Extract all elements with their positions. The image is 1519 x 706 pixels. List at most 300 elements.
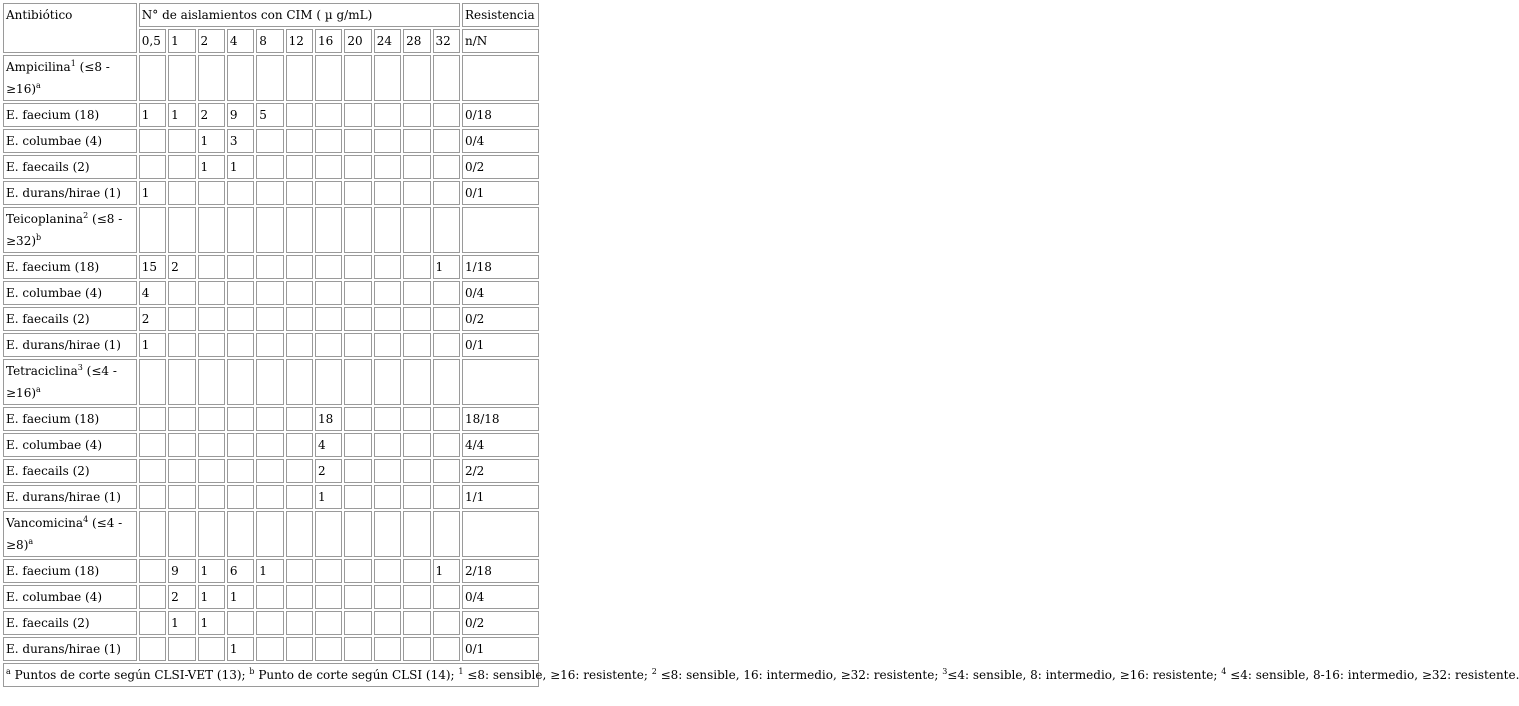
concentration-header: 32 — [433, 29, 460, 53]
mic-count-cell — [344, 433, 371, 457]
empty-cell — [374, 359, 401, 405]
empty-cell — [374, 55, 401, 101]
mic-count-cell — [286, 637, 313, 661]
species-label: E. durans/hirae (1) — [3, 333, 137, 357]
empty-cell — [344, 55, 371, 101]
mic-count-cell: 1 — [198, 129, 225, 153]
letter-mark: a — [36, 385, 41, 394]
mic-count-cell — [344, 611, 371, 635]
mic-count-cell: 1 — [433, 559, 460, 583]
empty-cell — [198, 207, 225, 253]
table-row — [3, 485, 539, 509]
mic-count-cell — [374, 585, 401, 609]
table-row — [3, 181, 539, 205]
footnote-text: Punto de corte según CLSI (14); — [254, 668, 459, 682]
mic-count-cell — [286, 307, 313, 331]
mic-count-cell — [286, 155, 313, 179]
mic-count-cell — [433, 485, 460, 509]
mic-count-cell — [374, 103, 401, 127]
mic-count-cell — [433, 459, 460, 483]
table-row — [3, 611, 539, 635]
empty-cell — [403, 511, 430, 557]
table-row — [3, 407, 539, 431]
mic-count-cell — [256, 255, 283, 279]
empty-cell — [139, 359, 166, 405]
resistance-cell: 0/4 — [462, 281, 539, 305]
mic-count-cell — [344, 129, 371, 153]
resistance-cell: 0/4 — [462, 585, 539, 609]
mic-count-cell — [403, 281, 430, 305]
table-row — [3, 281, 539, 305]
mic-count-cell: 2 — [315, 459, 342, 483]
empty-cell — [256, 207, 283, 253]
note-mark: 2 — [83, 211, 89, 220]
empty-cell — [344, 511, 371, 557]
mic-count-cell: 15 — [139, 255, 166, 279]
concentration-header: 28 — [403, 29, 430, 53]
mic-count-cell: 1 — [168, 611, 195, 635]
mic-count-cell — [344, 155, 371, 179]
mic-count-cell — [433, 129, 460, 153]
resistance-cell: 2/18 — [462, 559, 539, 583]
empty-cell — [315, 511, 342, 557]
resistance-cell: 1/18 — [462, 255, 539, 279]
mic-count-cell — [168, 281, 195, 305]
mic-count-cell — [344, 181, 371, 205]
mic-count-cell — [433, 433, 460, 457]
mic-count-cell — [256, 281, 283, 305]
mic-count-cell — [433, 307, 460, 331]
mic-count-cell — [433, 407, 460, 431]
empty-cell — [433, 55, 460, 101]
species-label: E. columbae (4) — [3, 433, 137, 457]
mic-count-cell — [256, 637, 283, 661]
empty-cell — [462, 55, 539, 101]
mic-count-cell — [403, 307, 430, 331]
mic-count-cell — [198, 307, 225, 331]
mic-count-cell: 2 — [198, 103, 225, 127]
mic-count-cell — [403, 407, 430, 431]
mic-count-cell — [286, 281, 313, 305]
mic-count-cell — [374, 433, 401, 457]
mic-count-cell — [374, 559, 401, 583]
resistance-cell: 18/18 — [462, 407, 539, 431]
mic-count-cell — [403, 129, 430, 153]
mic-count-cell: 18 — [315, 407, 342, 431]
mic-count-cell — [344, 485, 371, 509]
species-label: E. columbae (4) — [3, 281, 137, 305]
footnote-mark: 1 — [458, 667, 464, 676]
footnote-text: ≤4: sensible, 8: intermedio, ≥16: resistente; — [947, 668, 1222, 682]
mic-count-cell: 1 — [198, 559, 225, 583]
concentration-header: 2 — [198, 29, 225, 53]
mic-count-cell: 2 — [168, 585, 195, 609]
mic-count-cell — [286, 611, 313, 635]
mic-count-cell — [139, 559, 166, 583]
range-high: ≥8) — [6, 538, 29, 552]
mic-count-cell — [256, 585, 283, 609]
table-row — [3, 307, 539, 331]
note-mark: 1 — [70, 59, 76, 68]
mic-count-cell: 2 — [139, 307, 166, 331]
table-row — [3, 333, 539, 357]
resistance-cell: 4/4 — [462, 433, 539, 457]
antibiotic-name-cell — [3, 511, 137, 557]
empty-cell — [256, 359, 283, 405]
empty-cell — [403, 207, 430, 253]
mic-count-cell — [433, 155, 460, 179]
resistance-header: Resistencia — [462, 3, 539, 27]
mic-count-cell — [227, 333, 254, 357]
mic-count-cell — [374, 281, 401, 305]
mic-count-cell — [433, 611, 460, 635]
resistance-cell: 0/4 — [462, 129, 539, 153]
antibiotic-row — [3, 359, 539, 405]
empty-cell — [227, 511, 254, 557]
mic-count-cell: 1 — [227, 637, 254, 661]
mic-count-cell — [344, 255, 371, 279]
mic-count-cell — [286, 459, 313, 483]
mic-count-cell — [227, 611, 254, 635]
mic-count-cell — [374, 307, 401, 331]
resistance-cell: 0/18 — [462, 103, 539, 127]
species-label: E. faecium (18) — [3, 103, 137, 127]
mic-count-cell: 1 — [433, 255, 460, 279]
empty-cell — [374, 511, 401, 557]
mic-count-cell — [344, 103, 371, 127]
mic-count-cell — [315, 103, 342, 127]
species-label: E. durans/hirae (1) — [3, 485, 137, 509]
mic-count-cell — [315, 611, 342, 635]
mic-count-cell: 1 — [198, 155, 225, 179]
species-label: E. faecium (18) — [3, 559, 137, 583]
mic-count-cell — [198, 459, 225, 483]
mic-count-cell — [139, 485, 166, 509]
empty-cell — [462, 359, 539, 405]
mic-count-cell — [315, 155, 342, 179]
mic-count-cell — [168, 155, 195, 179]
mic-count-cell: 9 — [227, 103, 254, 127]
mic-count-cell — [403, 181, 430, 205]
species-label: E. durans/hirae (1) — [3, 637, 137, 661]
mic-count-cell — [256, 129, 283, 153]
empty-cell — [344, 207, 371, 253]
mic-count-cell — [256, 333, 283, 357]
concentration-header: 1 — [168, 29, 195, 53]
antibiotic-name: Tetraciclina — [6, 364, 78, 378]
mic-count-cell — [403, 459, 430, 483]
mic-count-cell — [433, 637, 460, 661]
mic-count-cell — [286, 559, 313, 583]
empty-cell — [198, 55, 225, 101]
letter-mark: a — [36, 81, 41, 90]
mic-count-cell: 1 — [139, 103, 166, 127]
range-low: (≤4 - — [91, 516, 123, 530]
empty-cell — [256, 511, 283, 557]
mic-count-cell — [374, 255, 401, 279]
mic-count-cell — [433, 181, 460, 205]
mic-count-cell — [286, 255, 313, 279]
mic-count-cell: 6 — [227, 559, 254, 583]
species-label: E. faecails (2) — [3, 459, 137, 483]
mic-count-cell — [286, 585, 313, 609]
range-high: ≥16) — [6, 386, 37, 400]
mic-count-cell: 1 — [198, 585, 225, 609]
empty-cell — [462, 207, 539, 253]
empty-cell — [286, 55, 313, 101]
empty-cell — [227, 55, 254, 101]
concentration-header: 12 — [286, 29, 313, 53]
empty-cell — [168, 359, 195, 405]
mic-count-cell — [315, 255, 342, 279]
mic-count-cell — [227, 433, 254, 457]
mic-count-cell: 1 — [227, 585, 254, 609]
range-high: ≥16) — [6, 82, 37, 96]
empty-cell — [433, 511, 460, 557]
mic-count-cell: 2 — [168, 255, 195, 279]
empty-cell — [315, 55, 342, 101]
mic-count-cell — [403, 637, 430, 661]
footnote-mark: 2 — [651, 667, 657, 676]
table-row — [3, 459, 539, 483]
empty-cell — [286, 511, 313, 557]
concentration-header: 24 — [374, 29, 401, 53]
species-label: E. faecium (18) — [3, 407, 137, 431]
footnote-text: ≤4: sensible, 8-16: intermedio, ≥32: resistente. — [1226, 668, 1519, 682]
table-row — [3, 637, 539, 661]
mic-count-cell — [139, 433, 166, 457]
mic-count-cell — [168, 637, 195, 661]
mic-count-cell — [256, 485, 283, 509]
table-row — [3, 103, 539, 127]
mic-count-cell — [198, 407, 225, 431]
mic-count-cell — [286, 181, 313, 205]
mic-count-cell — [286, 407, 313, 431]
mic-count-cell: 3 — [227, 129, 254, 153]
mic-count-cell — [286, 333, 313, 357]
mic-count-cell — [344, 637, 371, 661]
mic-count-cell — [403, 103, 430, 127]
mic-count-cell — [256, 155, 283, 179]
resistance-cell: 0/2 — [462, 307, 539, 331]
mic-count-cell — [168, 181, 195, 205]
mic-count-cell — [374, 485, 401, 509]
table-row — [3, 559, 539, 583]
concentration-header: 16 — [315, 29, 342, 53]
species-label: E. faecails (2) — [3, 611, 137, 635]
empty-cell — [315, 207, 342, 253]
mic-count-cell — [286, 433, 313, 457]
empty-cell — [462, 511, 539, 557]
mic-count-cell — [374, 611, 401, 635]
mic-count-cell: 1 — [315, 485, 342, 509]
empty-cell — [168, 207, 195, 253]
mic-count-cell — [256, 433, 283, 457]
mic-count-cell — [403, 585, 430, 609]
empty-cell — [403, 55, 430, 101]
mic-count-cell — [315, 307, 342, 331]
empty-cell — [344, 359, 371, 405]
mic-count-cell — [227, 459, 254, 483]
antibiotic-header: Antibiótico — [3, 3, 137, 53]
mic-count-cell — [315, 559, 342, 583]
species-label: E. durans/hirae (1) — [3, 181, 137, 205]
cim-header: N° de aislamientos con CIM ( µ g/mL) — [139, 3, 460, 27]
empty-cell — [139, 511, 166, 557]
table-row — [3, 129, 539, 153]
mic-count-cell — [344, 559, 371, 583]
mic-count-cell: 1 — [198, 611, 225, 635]
mic-count-cell — [139, 407, 166, 431]
empty-cell — [198, 511, 225, 557]
empty-cell — [168, 55, 195, 101]
mic-count-cell — [403, 485, 430, 509]
empty-cell — [286, 359, 313, 405]
resistance-cell: 0/2 — [462, 155, 539, 179]
range-high: ≥32) — [6, 234, 37, 248]
mic-count-cell: 1 — [139, 333, 166, 357]
mic-count-cell — [168, 459, 195, 483]
resistance-cell: 0/1 — [462, 637, 539, 661]
footnote-text: Puntos de corte según CLSI-VET (13); — [10, 668, 250, 682]
mic-count-cell — [315, 129, 342, 153]
mic-count-cell — [403, 611, 430, 635]
antibiotic-name-cell — [3, 359, 137, 405]
mic-count-cell — [344, 281, 371, 305]
footnote-text: ≤8: sensible, 16: intermedio, ≥32: resistente; — [656, 668, 943, 682]
empty-cell — [227, 359, 254, 405]
empty-cell — [139, 55, 166, 101]
footnote-mark: b — [249, 667, 255, 676]
empty-cell — [256, 55, 283, 101]
mic-count-cell — [168, 307, 195, 331]
species-label: E. faecails (2) — [3, 307, 137, 331]
table-row — [3, 155, 539, 179]
mic-count-cell — [315, 181, 342, 205]
mic-count-cell — [256, 307, 283, 331]
mic-count-cell — [198, 281, 225, 305]
mic-count-cell — [227, 485, 254, 509]
empty-cell — [168, 511, 195, 557]
mic-count-cell — [139, 155, 166, 179]
empty-cell — [227, 207, 254, 253]
mic-count-cell — [315, 637, 342, 661]
mic-count-cell — [227, 307, 254, 331]
mic-count-cell — [227, 407, 254, 431]
mic-count-cell — [198, 181, 225, 205]
species-label: E. faecium (18) — [3, 255, 137, 279]
concentration-header: 0,5 — [139, 29, 166, 53]
mic-count-cell — [374, 129, 401, 153]
mic-count-cell: 1 — [256, 559, 283, 583]
letter-mark: b — [36, 233, 42, 242]
mic-count-cell — [433, 333, 460, 357]
table-container — [1, 1, 1519, 689]
mic-table — [1, 1, 1519, 689]
footnote — [3, 663, 1519, 687]
resistance-cell: 0/1 — [462, 333, 539, 357]
mic-count-cell: 9 — [168, 559, 195, 583]
footnote-mark: a — [6, 667, 11, 676]
mic-count-cell — [139, 459, 166, 483]
mic-count-cell — [433, 281, 460, 305]
mic-count-cell — [374, 637, 401, 661]
resistance-cell: 1/1 — [462, 485, 539, 509]
range-low: (≤8 - — [92, 212, 123, 226]
antibiotic-row — [3, 55, 539, 101]
mic-count-cell — [374, 407, 401, 431]
mic-count-cell — [198, 433, 225, 457]
mic-count-cell — [139, 611, 166, 635]
table-row — [3, 433, 539, 457]
empty-cell — [433, 207, 460, 253]
mic-count-cell — [227, 181, 254, 205]
mic-count-cell — [344, 307, 371, 331]
footnote-mark: 4 — [1221, 667, 1227, 676]
mic-count-cell: 4 — [139, 281, 166, 305]
mic-count-cell: 1 — [168, 103, 195, 127]
mic-count-cell — [433, 585, 460, 609]
mic-count-cell — [256, 459, 283, 483]
species-label: E. faecails (2) — [3, 155, 137, 179]
footnote-text: ≤8: sensible, ≥16: resistente; — [463, 668, 652, 682]
mic-count-cell — [344, 585, 371, 609]
mic-count-cell: 4 — [315, 433, 342, 457]
empty-cell — [433, 359, 460, 405]
mic-count-cell — [286, 129, 313, 153]
empty-cell — [198, 359, 225, 405]
antibiotic-name: Vancomicina — [6, 516, 84, 530]
mic-count-cell — [315, 281, 342, 305]
concentration-header: 4 — [227, 29, 254, 53]
mic-count-cell — [198, 333, 225, 357]
mic-count-cell — [198, 255, 225, 279]
mic-count-cell — [168, 433, 195, 457]
mic-count-cell — [315, 585, 342, 609]
footnote-mark: 3 — [942, 667, 948, 676]
mic-count-cell: 1 — [139, 181, 166, 205]
footnote-row — [3, 663, 539, 687]
mic-count-cell — [403, 559, 430, 583]
antibiotic-row — [3, 511, 539, 557]
mic-count-cell — [139, 129, 166, 153]
mic-count-cell — [168, 333, 195, 357]
empty-cell — [139, 207, 166, 253]
table-row — [3, 255, 539, 279]
mic-count-cell — [227, 281, 254, 305]
range-low: (≤4 - — [86, 364, 117, 378]
mic-count-cell — [198, 485, 225, 509]
mic-count-cell: 1 — [227, 155, 254, 179]
table-row — [3, 585, 539, 609]
mic-count-cell — [403, 433, 430, 457]
note-mark: 3 — [77, 363, 83, 372]
mic-count-cell — [374, 333, 401, 357]
mic-count-cell — [168, 129, 195, 153]
mic-count-cell — [227, 255, 254, 279]
mic-count-cell — [403, 333, 430, 357]
mic-count-cell — [344, 407, 371, 431]
mic-count-cell — [403, 255, 430, 279]
mic-count-cell — [403, 155, 430, 179]
concentration-header: 20 — [344, 29, 371, 53]
mic-count-cell — [198, 637, 225, 661]
letter-mark: a — [28, 537, 34, 546]
species-label: E. columbae (4) — [3, 585, 137, 609]
mic-count-cell: 5 — [256, 103, 283, 127]
mic-count-cell — [256, 611, 283, 635]
empty-cell — [315, 359, 342, 405]
